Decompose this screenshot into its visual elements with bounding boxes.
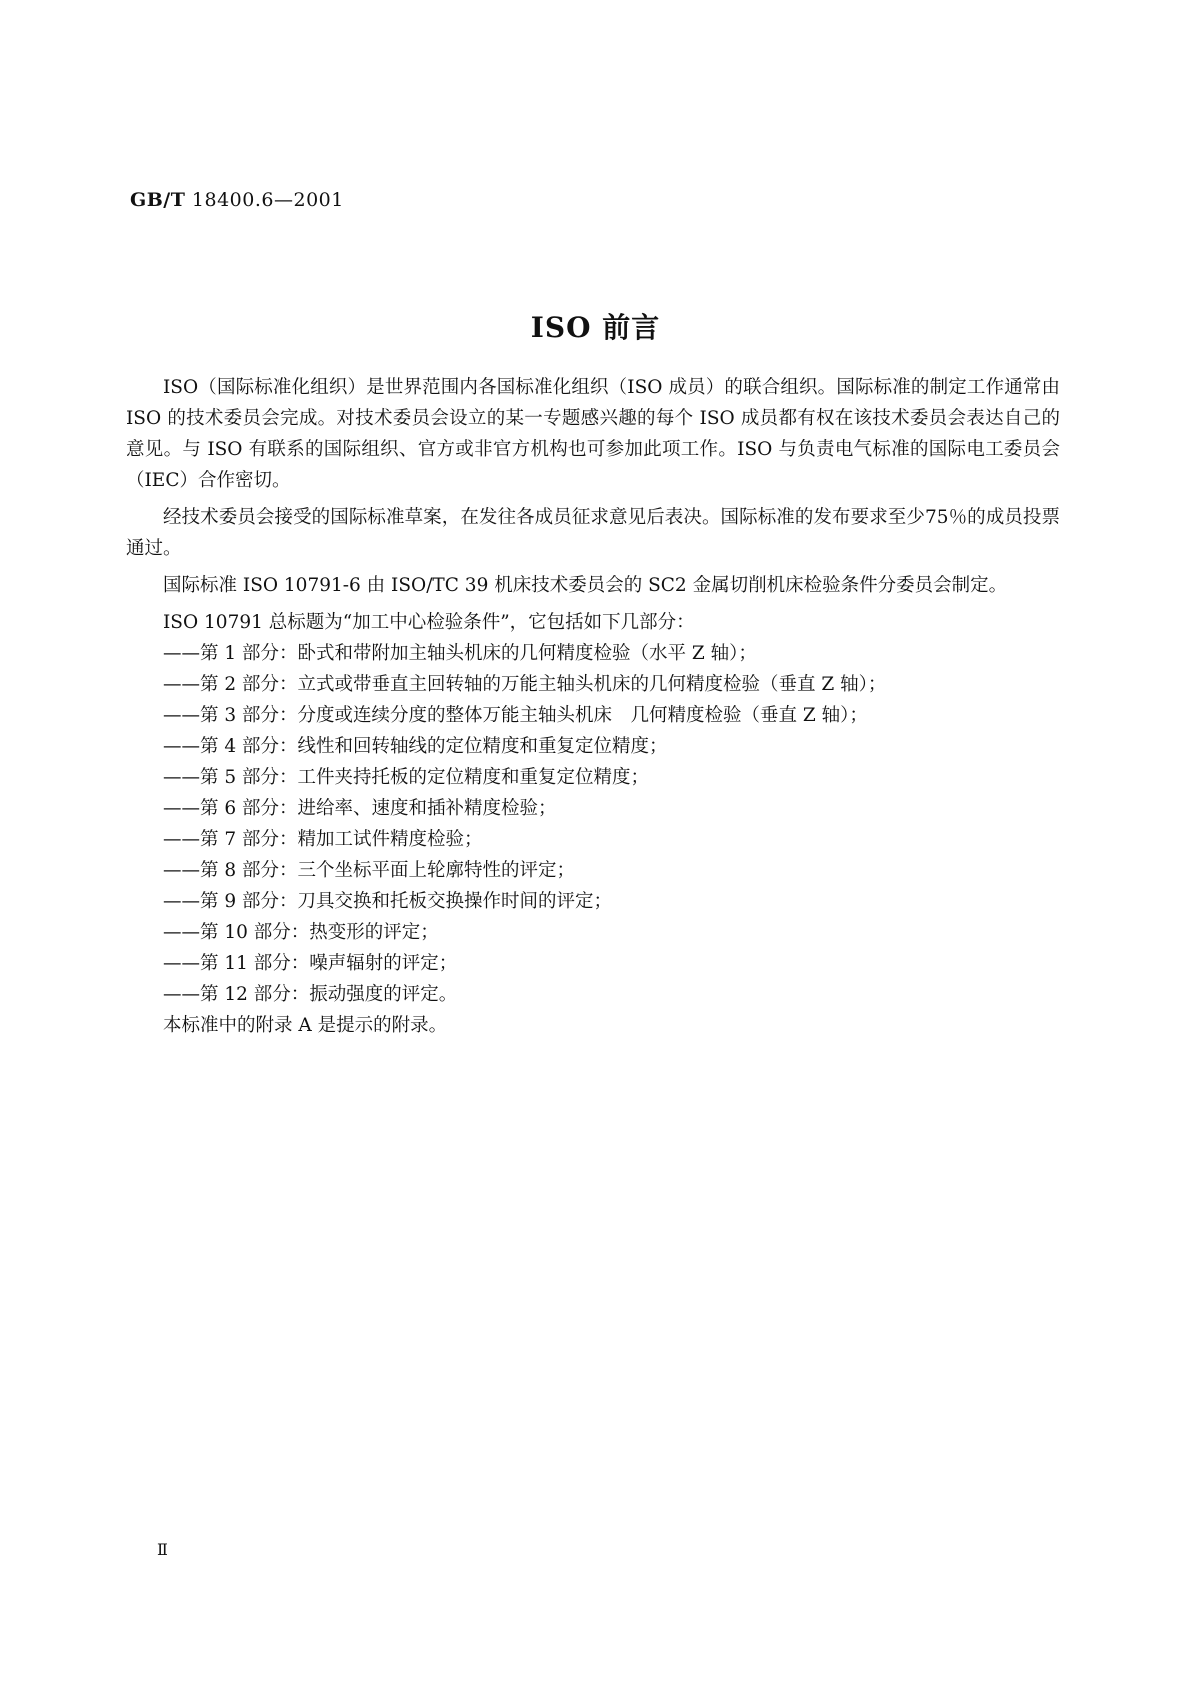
paragraph-voting: 经技术委员会接受的国际标准草案，在发往各成员征求意见后表决。国际标准的发布要求至少75％的成员投票通过。 xyxy=(126,507,1060,559)
list-item: ——第 2 部分：立式或带垂直主回转轴的万能主轴头机床的几何精度检验（垂直 Z 轴）； xyxy=(163,674,887,695)
list-item: ——第 5 部分：工件夹持托板的定位精度和重复定位精度； xyxy=(163,767,650,788)
document-code xyxy=(130,189,344,211)
list-item: ——第 3 部分：分度或连续分度的整体万能主轴头机床 几何精度检验（垂直 Z 轴）； xyxy=(163,705,868,726)
parts-list xyxy=(126,638,1060,1010)
list-item: ——第 10 部分：热变形的评定； xyxy=(163,922,439,943)
paragraph-prepared-by: 国际标准 ISO 10791-6 由 ISO/TC 39 机床技术委员会的 SC2 金属切削机床检验条件分委员会制定。 xyxy=(163,575,1008,596)
list-item: ——第 8 部分：三个坐标平面上轮廓特性的评定； xyxy=(163,860,576,881)
list-item: ——第 6 部分：进给率、速度和插补精度检验； xyxy=(163,798,557,819)
main-content xyxy=(126,372,1060,1041)
paragraph-iso-intro: ISO（国际标准化组织）是世界范围内各国标准化组织（ISO 成员）的联合组织。国际标准的制定工作通常由 ISO 的技术委员会完成。对技术委员会设立的某一专题感兴趣的每个 ISO 成员都有权在该技术委员会表达自己的意见。与 ISO 有联系的国际组织、官方或非官方机构也可参加此项工作。ISO 与负责电气标准的国际电工委员会（IEC）合作密切。 xyxy=(126,377,1060,491)
list-item: ——第 11 部分：噪声辐射的评定； xyxy=(163,953,458,974)
list-item: ——第 12 部分：振动强度的评定。 xyxy=(163,984,458,1005)
annex-note: 本标准中的附录 A 是提示的附录。 xyxy=(163,1015,448,1036)
document-code-number: 18400.6—2001 xyxy=(191,189,344,211)
page-title: ISO 前言 xyxy=(530,311,661,344)
list-item: ——第 4 部分：线性和回转轴线的定位精度和重复定位精度； xyxy=(163,736,668,757)
list-item: ——第 1 部分：卧式和带附加主轴头机床的几何精度检验（水平 Z 轴）； xyxy=(163,643,757,664)
page-number: Ⅱ xyxy=(157,1540,168,1559)
list-item: ——第 9 部分：刀具交换和托板交换操作时间的评定； xyxy=(163,891,613,912)
paragraph-general-title: ISO 10791 总标题为“加工中心检验条件”，它包括如下几部分： xyxy=(163,612,695,633)
document-code-prefix: GB/T xyxy=(130,189,186,211)
list-item: ——第 7 部分：精加工试件精度检验； xyxy=(163,829,483,850)
